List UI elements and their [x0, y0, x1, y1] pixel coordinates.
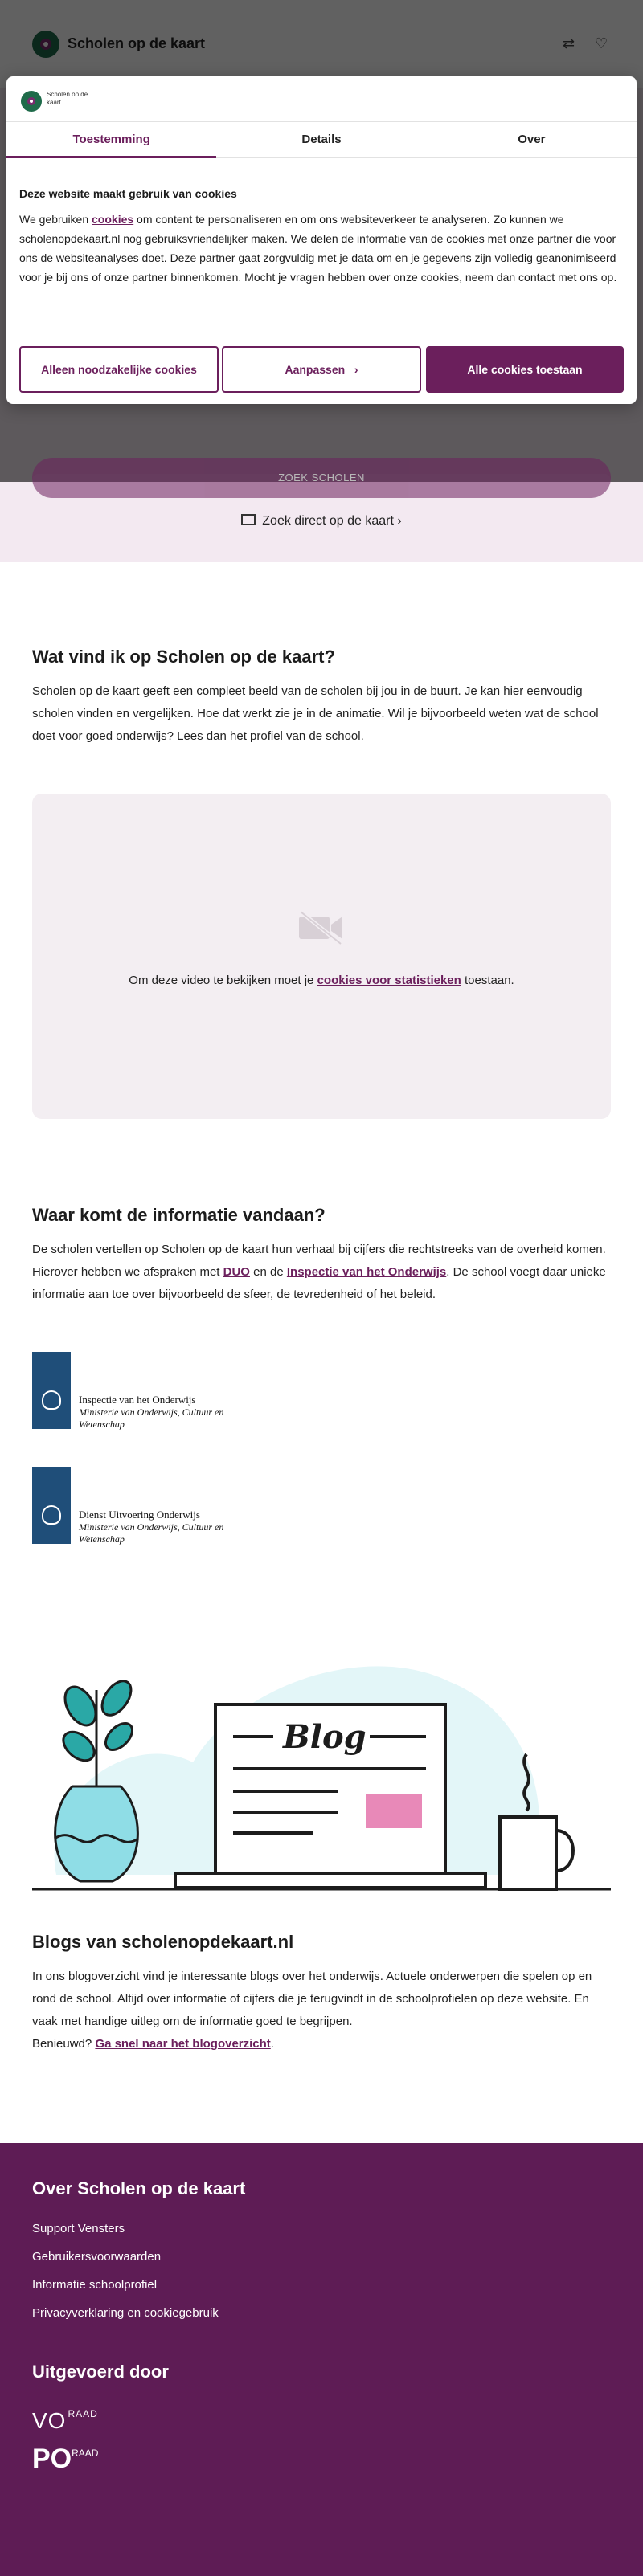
video-off-icon — [297, 910, 344, 945]
inspectie-logo[interactable] — [32, 1352, 305, 1429]
duo-link[interactable]: DUO — [223, 1265, 250, 1279]
site-footer — [0, 2143, 643, 2576]
about-title: Wat vind ik op Scholen op de kaart? — [32, 647, 335, 667]
search-button[interactable]: ZOEK SCHOLEN — [32, 458, 611, 498]
inspectie-link[interactable]: Inspectie van het Onderwijs — [286, 1265, 447, 1279]
footer-link-support[interactable]: Support Vensters — [32, 2222, 125, 2235]
rijksoverheid-bar — [32, 1467, 71, 1544]
rijksoverheid-bar — [32, 1352, 71, 1429]
crest-icon — [42, 1390, 61, 1410]
blog-word: Blog — [283, 1718, 367, 1756]
allow-all-cookies-button[interactable]: Alle cookies toestaan — [426, 346, 624, 393]
footer-about-title: Over Scholen op de kaart — [32, 2178, 246, 2198]
blog-illustration — [32, 1634, 611, 1899]
cookie-tabs — [6, 121, 637, 158]
crest-icon — [42, 1505, 61, 1525]
logo-ministry: Ministerie van Onderwijs, Cultuur en Wetenschap — [79, 1521, 224, 1545]
footer-link-terms[interactable]: Gebruikersvoorwaarden — [32, 2250, 162, 2264]
info-text: De scholen vertellen op Scholen op de kaart hun verhaal bij cijfers die rechtstreeks van de overheid komen. Hierover hebben we afspraken met DUO en de Inspectie van het Onderwijs. De school voegt daar unieke informatie aan toe over bijvoorbeeld de sfeer, de tevredenheid of het beleid. — [32, 1243, 606, 1301]
logo-name: Dienst Uitvoering Onderwijs — [79, 1508, 200, 1521]
statistics-cookies-link[interactable]: cookies voor statistieken — [317, 974, 461, 987]
po-raad-logo[interactable]: $PO^{RAAD}$ — [32, 2443, 99, 2474]
blog-section — [32, 1932, 611, 2055]
dialog-logo-icon — [21, 91, 42, 112]
blog-title: Blogs van scholenopdekaart.nl — [32, 1932, 294, 1952]
logo-ministry: Ministerie van Onderwijs, Cultuur en Wetenschap — [79, 1406, 224, 1430]
dialog-logo-text: Scholen op de kaart — [47, 91, 88, 106]
about-section — [32, 647, 611, 748]
video-placeholder — [32, 794, 611, 1119]
blog-overview-link[interactable]: Ga snel naar het blogoverzicht — [95, 2037, 271, 2051]
tab-consent[interactable]: Toestemming — [6, 122, 216, 157]
info-title: Waar komt de informatie vandaan? — [32, 1205, 326, 1225]
video-consent-text: Om deze video te bekijken moet je cookies voor statistieken toestaan. — [129, 974, 514, 987]
tab-about[interactable]: Over — [518, 133, 546, 146]
blog-cta: Benieuwd? Ga snel naar het blogoverzicht. — [32, 2037, 274, 2051]
vo-raad-logo[interactable]: VO $^{RAAD}$ — [32, 2408, 98, 2433]
cookie-dialog — [6, 76, 637, 404]
logo-name: Inspectie van het Onderwijs — [79, 1394, 196, 1406]
chevron-right-icon: › — [348, 363, 358, 376]
cookie-text: We gebruiken cookies om content te personaliseren en om ons websiteverkeer te analyseren. Zo kunnen we scholenopdekaart.nl nog gebruiksvriendelijker maken. We delen de informatie van de cookies met onze partner die voor ons de websiteanalyses doet. Deze partner gaat zorgvuldig met je data om en je gegevens zijn volledig geanonimiseerd voor je bij ons of onze partner binnenkomen. Mocht je vragen hebben over onze cookies, neem dan contact met ons op. — [19, 213, 617, 284]
customize-button[interactable]: Aanpassen › — [222, 346, 421, 393]
tab-details[interactable]: Details — [301, 133, 342, 146]
necessary-cookies-button[interactable]: Alleen noodzakelijke cookies — [19, 346, 219, 393]
map-icon — [241, 514, 256, 525]
footer-link-schoolprofile[interactable]: Informatie schoolprofiel — [32, 2278, 158, 2292]
blog-text: In ons blogoverzicht vind je interessante blogs over het onderwijs. Actuele onderwerpen die spelen op en rond de school. Altijd over informatie of cijfers die je terugvindt in de schoolprofielen op deze website. En vaak met handige uitleg om de informatie goed te begrijpen. — [32, 1970, 592, 2028]
footer-about — [32, 2178, 245, 2320]
hero-bottom — [0, 472, 643, 562]
footer-executed-title: Uitgevoerd door — [32, 2362, 169, 2382]
cookies-link[interactable]: cookies — [92, 213, 134, 226]
cookie-heading: Deze website maakt gebruik van cookies — [19, 187, 237, 200]
footer-link-privacy[interactable]: Privacyverklaring en cookiegebruik — [32, 2306, 219, 2320]
about-text: Scholen op de kaart geeft een compleet beeld van de scholen bij jou in de buurt. Je kan hier eenvoudig scholen vinden en vergelijken. Hoe dat werkt zie je in de animatie. Wil je bijvoorbeeld weten wat de school doet voor goed onderwijs? Lees dan het profiel van de school. — [32, 684, 599, 743]
info-section — [32, 1205, 611, 1306]
map-link[interactable]: Zoek direct op de kaart › — [0, 514, 643, 529]
duo-logo[interactable] — [32, 1467, 305, 1544]
